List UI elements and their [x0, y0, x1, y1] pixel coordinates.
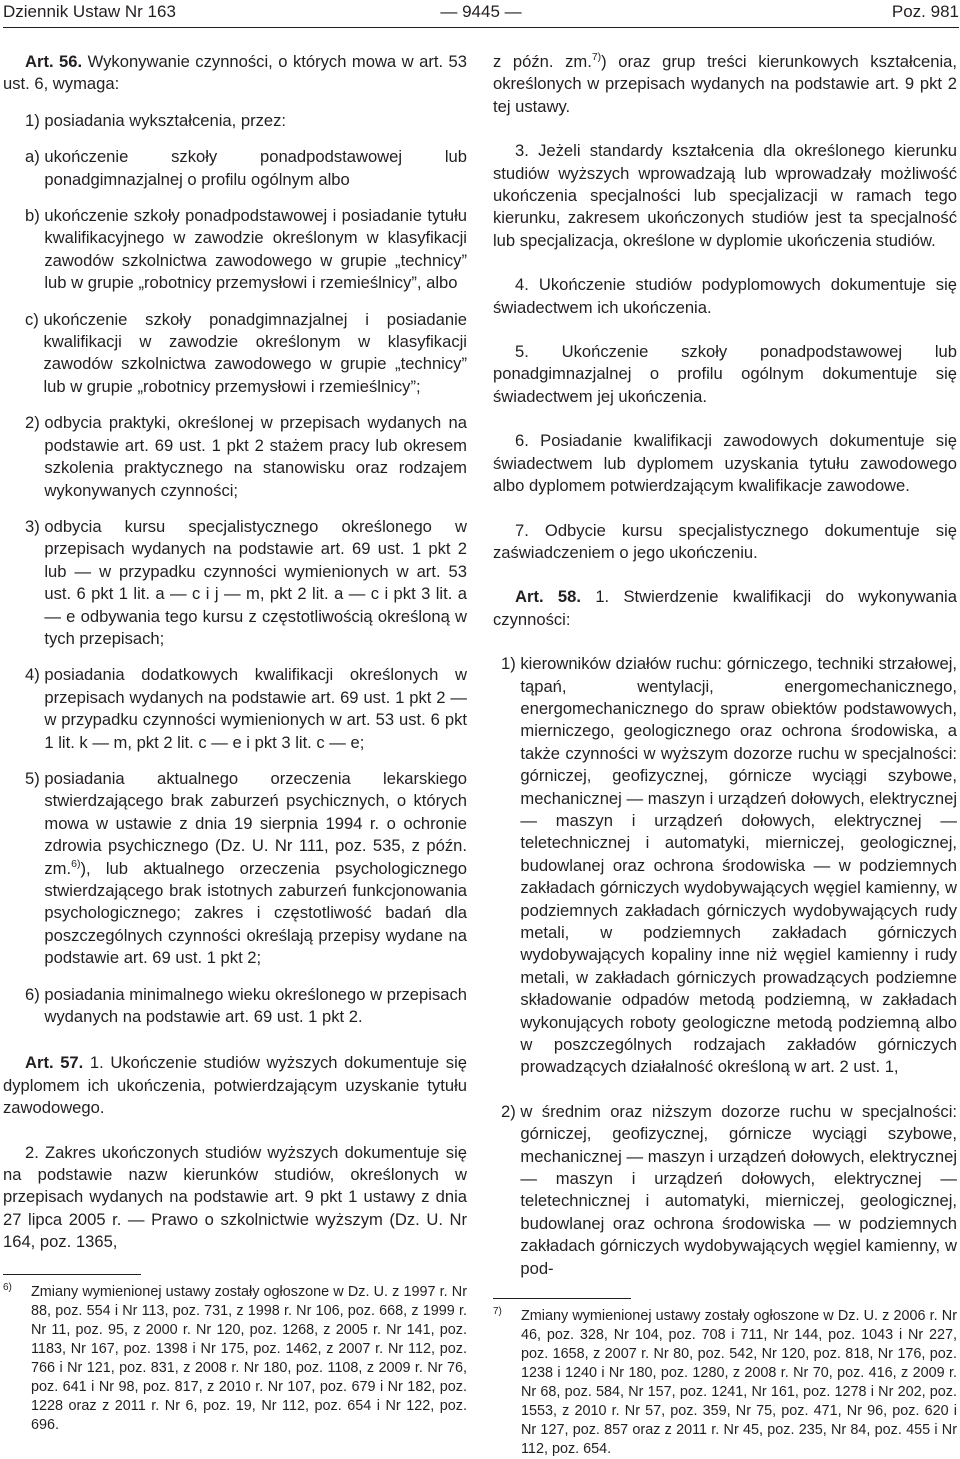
item-text — [44, 768, 467, 970]
item-text-part: posiadania aktualnego orzeczenia lekarskiego stwierdzającego brak zaburzeń psychicznych, o których mowa w ustawie z dnia 19 sierpnia 1994 r. o ochronie zdrowia psychicznego (Dz. U. Nr 111, poz. 535, z późn. zm. — [44, 768, 467, 878]
art-56-item-2 — [3, 412, 467, 502]
item-number: 2) — [501, 1101, 521, 1121]
paragraph-text: ) oraz grup treści kierunkowych kształcenia, określonych w przepisach wydanych na podstawie art. 9 pkt 2 tej ustawy. — [493, 52, 958, 116]
footnote-7 — [493, 1307, 957, 1459]
item-number: 5) — [25, 768, 45, 788]
art-57-continuation — [493, 51, 957, 118]
art-58-label: Art. 58. — [515, 587, 581, 607]
item-text: ukończenie szkoły ponadpodstawowej lub ponadgimnazjalnej o profilu ogólnym albo — [44, 147, 467, 189]
art-57-p7: 7. Odbycie kursu specjalistycznego dokumentuje się zaświadczeniem o jego ukończeniu. — [493, 520, 957, 562]
art-56-item-5 — [3, 768, 467, 970]
page-number: — 9445 — — [440, 2, 522, 21]
footnote-text: Zmiany wymienionej ustawy zostały ogłoszone w Dz. U. z 2006 r. Nr 46, poz. 328, Nr 104, poz. 708 i 711, Nr 144, poz. 1043 i Nr 227, poz. 1658, z 2007 r. Nr 80, poz. 542, Nr 120, poz. 818, Nr 176, poz. 1238 i 1240 i Nr 180, poz. 1280, z 2008 r. Nr 70, poz. 416, z 2009 r. Nr 68, poz. 584, Nr 157, poz. 1241, Nr 161, poz. 1278 i Nr 202, poz. 1553, z 2010 r. Nr 57, poz. 359, Nr 75, poz. 471, Nr 96, poz. 620 i Nr 127, poz. 857 oraz z 2011 r. Nr 45, poz. 235, Nr 84, poz. 455 i Nr 112, poz. 654. — [521, 1308, 957, 1458]
item-text-part: ), lub aktualnego orzeczenia psychologicznego stwierdzającego brak istotnych zaburzeń funkcjonowania psychologicznego; zakres i częstotliwość badań dla poszczególnych czynności określają przepisy wydane na podstawie art. 69 ust. 1 pkt 2; — [44, 858, 467, 968]
art-56-item-1 — [3, 110, 467, 132]
item-text: w średnim oraz niższym dozorze ruchu w specjalności: górniczej, geofizycznej, górnicze wyciągi szybowe, mechanicznej — maszyn i urządzeń dołowych, elektrycznej — maszyn i urządzeń dołowych, elektrycznej — teletechnicznej i automatyki, mierniczej, geologicznej, budowlanej oraz ochrona środowiska — w podziemnych zakładach górniczych wydobywających węgiel kamienny, w pod- — [520, 1101, 957, 1278]
art-58-item-2 — [493, 1101, 957, 1280]
art-56-label: Art. 56. — [25, 52, 83, 71]
paragraph-text: z późn. zm. — [493, 52, 592, 71]
item-text: posiadania dodatkowych kwalifikacji określonych w przepisach wydanych na podstawie art. 69 ust. 1 pkt 2 — w przypadku czynności wymienionych w art. 53 ust. 6 pkt 1 lit. k — m, pkt 2 lit. c — e i pkt 3 lit. c — e; — [44, 665, 467, 752]
art-57-p4: 4. Ukończenie studiów podyplomowych dokumentuje się świadectwem ich ukończenia. — [493, 275, 957, 317]
item-letter: a) — [25, 147, 45, 167]
footnote-number: 6) — [3, 1281, 12, 1293]
art-56-sub-b — [3, 205, 467, 295]
art-56-intro — [3, 51, 467, 96]
footnote-divider — [3, 1274, 141, 1275]
art-56-item-4 — [3, 664, 467, 754]
item-number: 3) — [25, 516, 45, 536]
item-number: 2) — [25, 413, 45, 433]
art-57-p1 — [3, 1052, 467, 1119]
item-letter: c) — [25, 309, 44, 329]
footnote-text: Zmiany wymienionej ustawy zostały ogłoszone w Dz. U. z 1997 r. Nr 88, poz. 554 i Nr 113, poz. 731, z 1998 r. Nr 106, poz. 668, z 1999 r. Nr 11, poz. 95, z 2000 r. Nr 120, poz. 1268, z 2005 r. Nr 141, poz. 1183, Nr 167, poz. 1398 i Nr 175, poz. 1462, z 2007 r. Nr 112, poz. 766 i Nr 121, poz. 831, z 2008 r. Nr 180, poz. 1108, z 2009 r. Nr 76, poz. 641 i Nr 98, poz. 817, z 2010 r. Nr 107, poz. 679 i Nr 182, poz. 1228 oraz z 2011 r. Nr 6, poz. 19, Nr 112, poz. 654 i Nr 122, poz. 696. — [31, 1283, 467, 1433]
item-number: 1) — [501, 654, 521, 674]
item-number: 6) — [25, 984, 45, 1004]
art-57-p2: 2. Zakres ukończonych studiów wyższych dokumentuje się na podstawie nazw kierunków studiów, określonych w przepisach wydanych na podstawie art. 9 pkt 1 ustawy z dnia 27 lipca 2005 r. — Prawo o szkolnictwie wyższym (Dz. U. Nr 164, poz. 1365, — [3, 1142, 467, 1252]
item-number: 4) — [25, 665, 45, 685]
paragraph-text: 1. Ukończenie studiów wyższych dokumentuje się dyplomem ich ukończenia, potwierdzającym uzyskanie tytułu zawodowego. — [3, 1053, 467, 1118]
item-text: posiadania minimalnego wieku określonego w przepisach wydanych na podstawie art. 69 ust. 1 pkt 2. — [44, 984, 467, 1027]
art-57-p3: 3. Jeżeli standardy kształcenia dla określonego kierunku studiów wyższych wprowadzają lub wprowadzały możliwość ukończenia specjalności lub specjalizacji w ramach tego kierunku, zakresem ukończonych studiów jest ta specjalność lub specjalizacja, określone w dyplomie ukończenia studiów. — [493, 141, 957, 250]
footnote-ref: 6) — [71, 857, 81, 870]
journal-title: Dziennik Ustaw Nr 163 — [3, 1, 176, 21]
item-text: ukończenie szkoły ponadgimnazjalnej i posiadanie kwalifikacji w zawodzie określonym w klasyfikacji zawodów szkolnictwa zawodowego w grupie „technicy” lub w grupie „robotnicy przemysłowi i rzemieślnicy”; — [43, 309, 467, 396]
header-divider — [3, 27, 959, 28]
footnote-divider — [493, 1298, 631, 1299]
art-57-p6: 6. Posiadanie kwalifikacji zawodowych dokumentuje się świadectwem lub dyplomem uzyskania tytułu zawodowego albo dyplomem potwierdzającym kwalifikacje zawodowe. — [493, 431, 957, 496]
item-text: ukończenie szkoły ponadpodstawowej i posiadanie tytułu kwalifikacyjnego w zawodzie określonym w klasyfikacji zawodów szkolnictwa zawodowego w grupie „technicy” lub w grupie „robotnicy przemysłowi i rzemieślnicy”, albo — [44, 206, 467, 293]
footnote-number: 7) — [493, 1306, 502, 1318]
item-letter: b) — [25, 206, 45, 226]
left-column — [3, 45, 467, 1435]
art-57-p5: 5. Ukończenie szkoły ponadpodstawowej lub ponadgimnazjalnej o profilu ogólnym dokumentuje się świadectwem jej ukończenia. — [493, 342, 957, 406]
art-58-intro — [493, 586, 957, 631]
item-text: posiadania wykształcenia, przez: — [44, 110, 287, 130]
page-header — [3, 0, 959, 24]
art-58-item-1 — [493, 653, 957, 1079]
art-56-sub-a — [3, 146, 467, 191]
art-56-item-6 — [3, 984, 467, 1029]
footnote-6 — [3, 1283, 467, 1435]
footnote-ref: 7) — [591, 51, 602, 63]
art-56-sub-c — [3, 309, 467, 399]
right-column — [493, 45, 957, 1459]
art-56-item-3 — [3, 516, 467, 650]
art-57-label: Art. 57. — [25, 1053, 84, 1073]
item-number: 1) — [25, 110, 45, 130]
item-text: odbycia kursu specjalistycznego określonego w przepisach wydanych na podstawie art. 69 ust. 1 pkt 2 lub — w przypadku czynności wymienionych w art. 53 ust. 6 pkt 1 lit. a — c i j — m, pkt 2 lit. a — c i pkt 3 lit. a — e odbywania tego kursu z częstotliwością określoną w tych przepisach; — [44, 516, 467, 648]
position-number: Poz. 981 — [891, 1, 959, 21]
art-56-text: Wykonywanie czynności, o których mowa w art. 53 ust. 6, wymaga: — [3, 52, 467, 94]
paragraph-text: 1. Stwierdzenie kwalifikacji do wykonywania czynności: — [493, 587, 957, 629]
item-text: kierowników działów ruchu: górniczego, techniki strzałowej, tąpań, wentylacji, energomechanicznego, energomechanicznego do spraw obiektów podstawowych, mierniczego, geologicznego oraz ochrona środowiska, a także czynności w wyższym dozorze ruchu w specjalności: górniczej, geofizycznej, górnicze wyciągi szybowe, mechanicznej — maszyn i urządzeń dołowych, elektrycznej — maszyn i urządzeń dołowych, elektrycznej — teletechnicznej i automatyki, mierniczej, geologicznej, budowlanej oraz ochrona środowiska — w podziemnych zakładach górniczych wydobywających węgiel kamienny, w podziemnych zakładach górniczych wydobywających rudy metali, w podziemnych zakładach górniczych wydobywających kopaliny inne niż węgiel kamienny i rudy metali, w zakładach górniczych prowadzących podziemne składowanie odpadów metodą podziemną, w zakładach wykonujących roboty geologiczne metodą podziemną albo w poszczególnych rodzajach zakładów górniczych prowadzących działalność określoną w art. 2 ust. 1, — [520, 654, 957, 1077]
item-text: odbycia praktyki, określonej w przepisach wydanych na podstawie art. 69 ust. 1 pkt 2 stażem pracy lub okresem szkolenia praktycznego na stanowisku oraz rodzajem wykonywanych czynności; — [44, 413, 467, 500]
